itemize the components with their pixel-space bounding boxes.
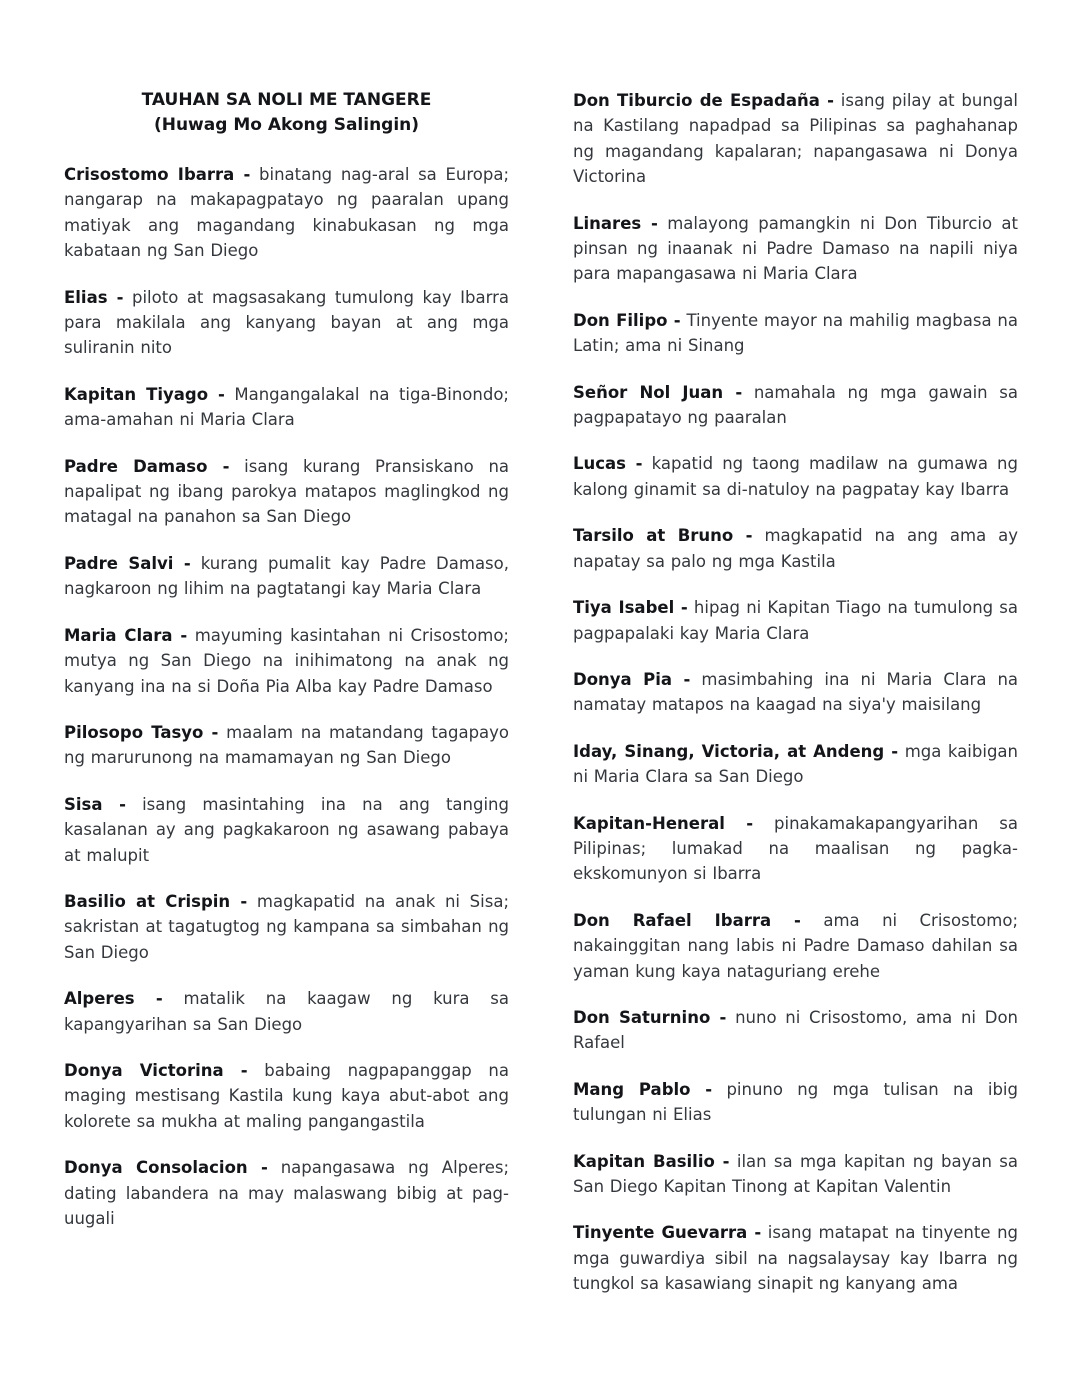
character-entry (573, 667, 1018, 718)
character-description: mayuming kasintahan ni Crisostomo; mutya ng San Diego na inihimatong na anak ng kanyang ina na si Doña Pia Alba kay Padre Damaso (64, 625, 509, 696)
character-entry (573, 595, 1018, 646)
character-description: magkapatid na ang ama ay napatay sa palo ng mga Kastila (573, 526, 1019, 571)
character-name: Don Saturnino - (573, 1007, 727, 1027)
character-name: Don Rafael Ibarra - (573, 910, 801, 930)
character-name: Kapitan Tiyago - (64, 384, 225, 404)
character-name: Donya Victorina - (64, 1060, 248, 1080)
character-entry (64, 1155, 509, 1231)
character-name: Don Filipo - (573, 310, 681, 330)
character-description: babaing nagpapanggap na maging mestisang Kastila kung kaya abut-abot ang kolorete sa mukha at maling pangangastila (64, 1060, 509, 1131)
character-entry (64, 720, 509, 771)
character-name: Iday, Sinang, Victoria, at Andeng - (573, 741, 899, 761)
character-description: maalam na matandang tagapayo ng marurunong na mamamayan ng San Diego (64, 722, 510, 768)
character-name: Donya Pia - (573, 669, 691, 689)
character-entry (573, 1077, 1018, 1128)
character-entry (573, 739, 1018, 790)
character-entry (64, 986, 509, 1037)
character-description: matalik na kaagaw ng kura sa kapangyarihan sa San Diego (64, 989, 510, 1034)
character-name: Padre Salvi - (64, 553, 191, 573)
character-entry (573, 380, 1018, 431)
character-name: Don Tiburcio de Espadaña - (573, 91, 834, 110)
character-name: Padre Damaso - (64, 456, 230, 476)
character-entry (64, 285, 509, 361)
character-description: isang kurang Pransiskano na napalipat ng ibang parokya matapos maglingkod ng matagal na panahon sa San Diego (64, 456, 510, 527)
character-description: isang pilay at bungal na Kastilang napadpad sa Pilipinas sa paghahanap ng magandang kapalaran; napangasawa ni Donya Victorina (573, 91, 1018, 187)
character-description: masimbahing ina ni Maria Clara na namatay matapos na kaagad na siya'y maisilang (573, 669, 1019, 715)
character-name: Pilosopo Tasyo - (64, 722, 219, 742)
character-list-left (64, 162, 509, 1231)
character-entry (64, 162, 509, 264)
character-entry (64, 623, 509, 699)
character-entry (573, 908, 1018, 984)
character-name: Tinyente Guevarra - (573, 1223, 762, 1243)
document-title-block (64, 88, 509, 138)
character-description: kapatid ng taong madilaw na gumawa ng kalong ginamit sa di-natuloy na pagpatay kay Ibarra (573, 454, 1018, 499)
character-description: mga kaibigan ni Maria Clara sa San Diego (573, 741, 1018, 787)
character-name: Lucas - (573, 454, 643, 474)
character-entry (573, 451, 1018, 502)
character-name: Sisa - (64, 794, 126, 814)
character-description: ama ni Crisostomo; nakainggitan nang labis ni Padre Damaso dahilan sa yaman kung kaya nataguriang erehe (573, 910, 1019, 981)
character-description: isang matapat na tinyente ng mga guwardiya sibil na nagsalaysay kay Ibarra ng tungkol sa kasawiang sinapit ng kanyang ama (573, 1223, 1019, 1294)
character-entry (573, 211, 1018, 287)
character-name: Kapitan Basilio - (573, 1151, 730, 1171)
character-entry (573, 1220, 1018, 1296)
character-entry (573, 1149, 1018, 1200)
character-description: nuno ni Crisostomo, ama ni Don Rafael (573, 1007, 1018, 1053)
character-name: Tiya Isabel - (573, 598, 688, 618)
character-name: Basilio at Crispin - (64, 891, 248, 911)
character-description: isang masintahing ina na ang tanging kasalanan ay ang pagkakaroon ng asawang pabaya at malupit (64, 794, 509, 865)
character-description: napangasawa ng Alperes; dating labandera na may malaswang bibig at pag-uugali (64, 1158, 510, 1228)
character-name: Maria Clara - (64, 625, 188, 645)
character-name: Tarsilo at Bruno - (573, 526, 753, 546)
left-column (64, 88, 509, 1318)
character-description: Mangangalakal na tiga-Binondo; ama-amahan ni Maria Clara (64, 384, 509, 430)
character-description: pinakamakapangyarihan sa Pilipinas; lumakad na maalisan ng pagka-ekskomunyon si Ibarra (573, 813, 1018, 884)
document-title: TAUHAN SA NOLI ME TANGERE (141, 90, 432, 110)
character-entry (64, 454, 509, 530)
character-description: kurang pumalit kay Padre Damaso, nagkaroon ng lihim na pagtatangi kay Maria Clara (64, 553, 509, 599)
character-entry (573, 308, 1018, 359)
character-entry (64, 1058, 509, 1134)
character-description: hipag ni Kapitan Tiago na tumulong sa pagpapalaki kay Maria Clara (573, 598, 1019, 643)
character-entry (573, 1005, 1018, 1056)
character-entry (64, 382, 509, 433)
character-description: binatang nag-aral sa Europa; nangarap na makapagpatayo ng paaralan upang matiyak ang magandang kinabukasan ng mga kabataan ng San Diego (64, 165, 510, 261)
two-column-layout (64, 88, 1018, 1318)
right-column (573, 88, 1018, 1318)
character-description: Tinyente mayor na mahilig magbasa na Latin; ama ni Sinang (573, 310, 1018, 356)
character-description: malayong pamangkin ni Don Tiburcio at pinsan ng inaanak ni Padre Damaso na napili niya para mapangasawa ni Maria Clara (573, 213, 1018, 284)
character-entry (64, 792, 509, 868)
character-entry (573, 88, 1018, 190)
character-name: Donya Consolacion - (64, 1158, 268, 1178)
character-name: Elias - (64, 287, 124, 307)
character-name: Señor Nol Juan - (573, 382, 743, 402)
character-description: pinuno ng mga tulisan na ibig tulungan ni Elias (573, 1079, 1018, 1125)
character-name: Crisostomo Ibarra - (64, 165, 251, 184)
character-entry (64, 889, 509, 965)
character-description: magkapatid na anak ni Sisa; sakristan at tagatugtog ng kampana sa simbahan ng San Diego (64, 891, 510, 962)
character-description: ilan sa mga kapitan ng bayan sa San Diego Kapitan Tinong at Kapitan Valentin (573, 1151, 1019, 1196)
character-description: namahala ng mga gawain sa pagpapatayo ng paaralan (573, 382, 1018, 428)
character-name: Alperes - (64, 989, 163, 1009)
character-description: piloto at magsasakang tumulong kay Ibarra para makilala ang kanyang bayan at ang mga suliranin nito (64, 287, 509, 358)
character-name: Linares - (573, 213, 658, 233)
character-entry (64, 551, 509, 602)
character-name: Kapitan-Heneral - (573, 813, 754, 833)
character-entry (573, 811, 1018, 887)
document-subtitle: (Huwag Mo Akong Salingin) (153, 115, 420, 135)
character-list-right (573, 88, 1018, 1297)
character-name: Mang Pablo - (573, 1079, 713, 1099)
character-entry (573, 523, 1018, 574)
